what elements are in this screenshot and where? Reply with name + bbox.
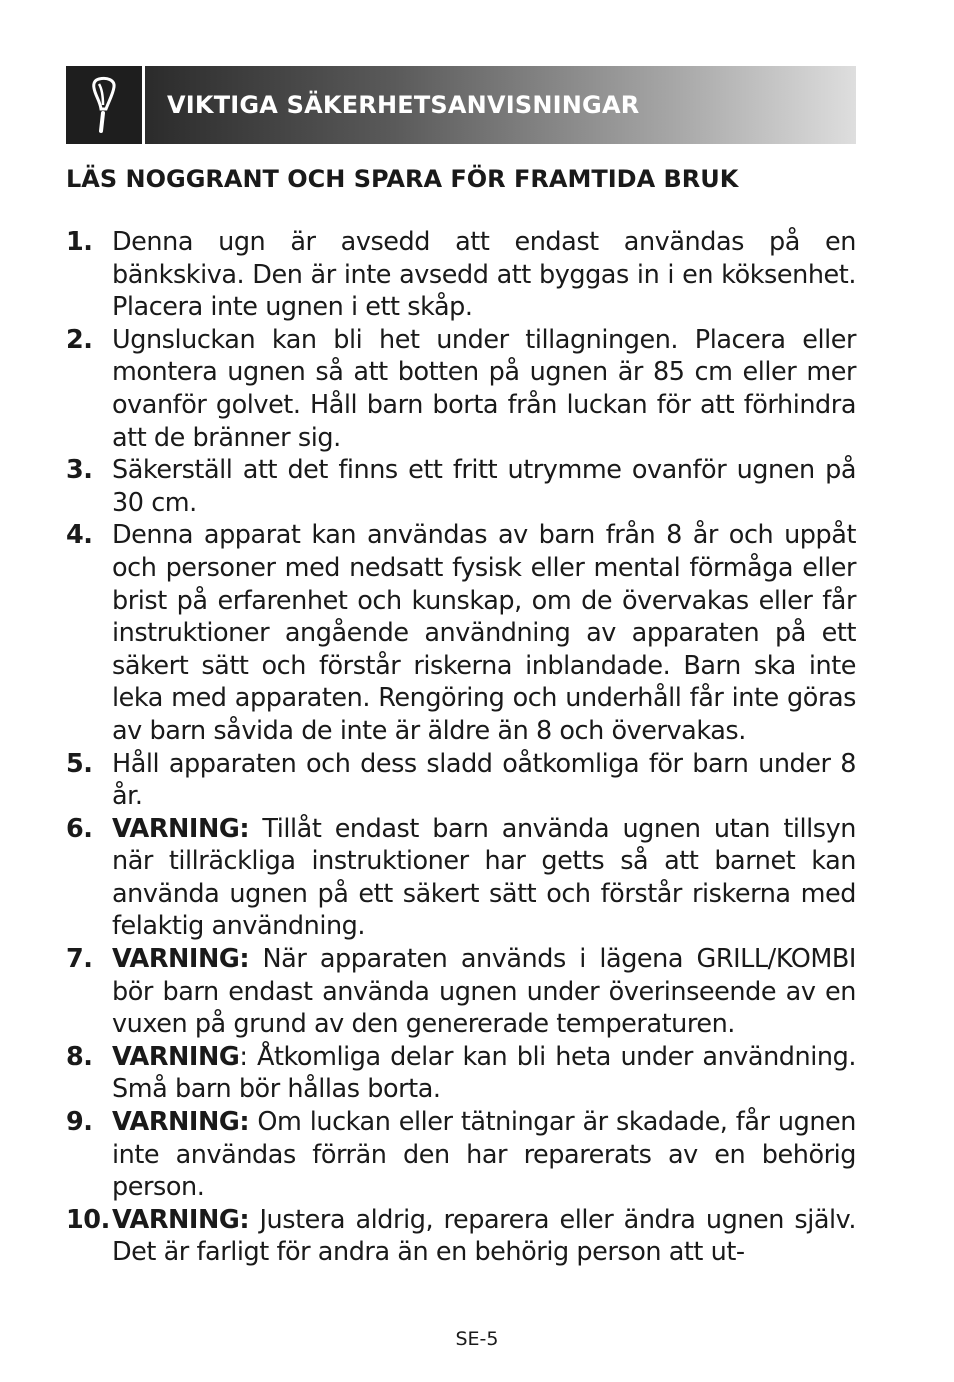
list-item — [66, 1204, 856, 1269]
item-number: 6. — [66, 813, 93, 844]
item-text — [112, 813, 856, 943]
list-item — [66, 943, 856, 1041]
item-number: 1. — [66, 227, 93, 257]
item-number: 8. — [66, 1041, 93, 1072]
item-text — [112, 1106, 856, 1204]
item-text — [112, 519, 856, 747]
item-body: Ugnsluckan kan bli het under tillagningen. Placera eller montera ugnen så att botten på ugnen är 85 cm eller mer ovanför golvet. Håll barn borta från luckan för att förhindra att de bränner sig. — [112, 324, 856, 453]
item-body: Om luckan eller tätningar är skadade, får ugnen inte användas förrän den har reparerats av en behörig person. — [112, 1107, 856, 1203]
section-title: VIKTIGA SÄKERHETSANVISNINGAR — [167, 91, 640, 119]
list-item — [66, 454, 856, 519]
list-item — [66, 226, 856, 324]
exclamation-icon — [66, 66, 142, 144]
item-number: 10. — [66, 1204, 110, 1235]
section-banner — [66, 66, 856, 144]
warning-label: VARNING — [112, 1041, 240, 1072]
item-number: 2. — [66, 324, 93, 355]
item-text — [112, 748, 856, 813]
item-text — [112, 324, 856, 454]
banner-bar — [142, 66, 856, 144]
item-body: Tillåt endast barn använda ugnen utan tillsyn när tillräckliga instruktioner har getts så att barnet kan använda ugnen på ett säkert sätt och förstår riskerna med felaktig användning. — [112, 813, 856, 942]
list-item — [66, 324, 856, 454]
item-body: Justera aldrig, reparera eller ändra ugnen själv. Det är farligt för andra än en behörig person att ut- — [112, 1204, 856, 1268]
item-text — [112, 1041, 856, 1106]
item-text — [112, 454, 856, 519]
item-body: Denna apparat kan användas av barn från 8 år och uppåt och personer med nedsatt fysisk eller mental förmåga eller brist på erfarenhet och kunskap, om de övervakas eller får instruktioner angående användning av apparaten på ett säkert sätt och förstår riskerna inblandade. Barn ska inte leka med apparaten. Rengöring och underhåll får inte göras av barn såvida de inte är äldre än 8 och övervakas. — [112, 520, 856, 746]
item-number: 7. — [66, 944, 93, 975]
warning-label: VARNING: — [112, 1204, 250, 1235]
list-item — [66, 519, 856, 747]
item-body: Säkerställ att det finns ett fritt utrymme ovanför ugnen på 30 cm. — [112, 455, 856, 518]
item-body: När apparaten används i lägena GRILL/KOMBI bör barn endast använda ugnen under överinseende av en vuxen på grund av den genererade temperaturen. — [112, 944, 856, 1040]
item-number: 3. — [66, 455, 93, 486]
item-number: 9. — [66, 1107, 93, 1138]
warning-label: VARNING: — [112, 944, 250, 975]
item-body: Denna ugn är avsedd att endast användas på en bänkskiva. Den är inte avsedd att byggas in i en köksenhet. Placera inte ugnen i ett skåp. — [112, 227, 856, 323]
item-number: 5. — [66, 748, 93, 779]
warning-label: VARNING: — [112, 1107, 250, 1138]
list-item — [66, 813, 856, 943]
warning-label: VARNING: — [112, 813, 250, 844]
item-text — [112, 1204, 856, 1269]
item-number: 4. — [66, 520, 93, 551]
list-item — [66, 748, 856, 813]
instruction-list — [66, 226, 856, 1269]
item-body: Håll apparaten och dess sladd oåtkomliga för barn under 8 år. — [112, 748, 856, 812]
item-text — [112, 943, 856, 1041]
subheading: LÄS NOGGRANT OCH SPARA FÖR FRAMTIDA BRUK — [66, 165, 739, 193]
page-number: SE-5 — [455, 1328, 499, 1350]
item-body: : Åtkomliga delar kan bli heta under användning. Små barn bör hållas borta. — [112, 1041, 856, 1105]
item-text — [112, 226, 856, 324]
list-item — [66, 1106, 856, 1204]
list-item — [66, 1041, 856, 1106]
